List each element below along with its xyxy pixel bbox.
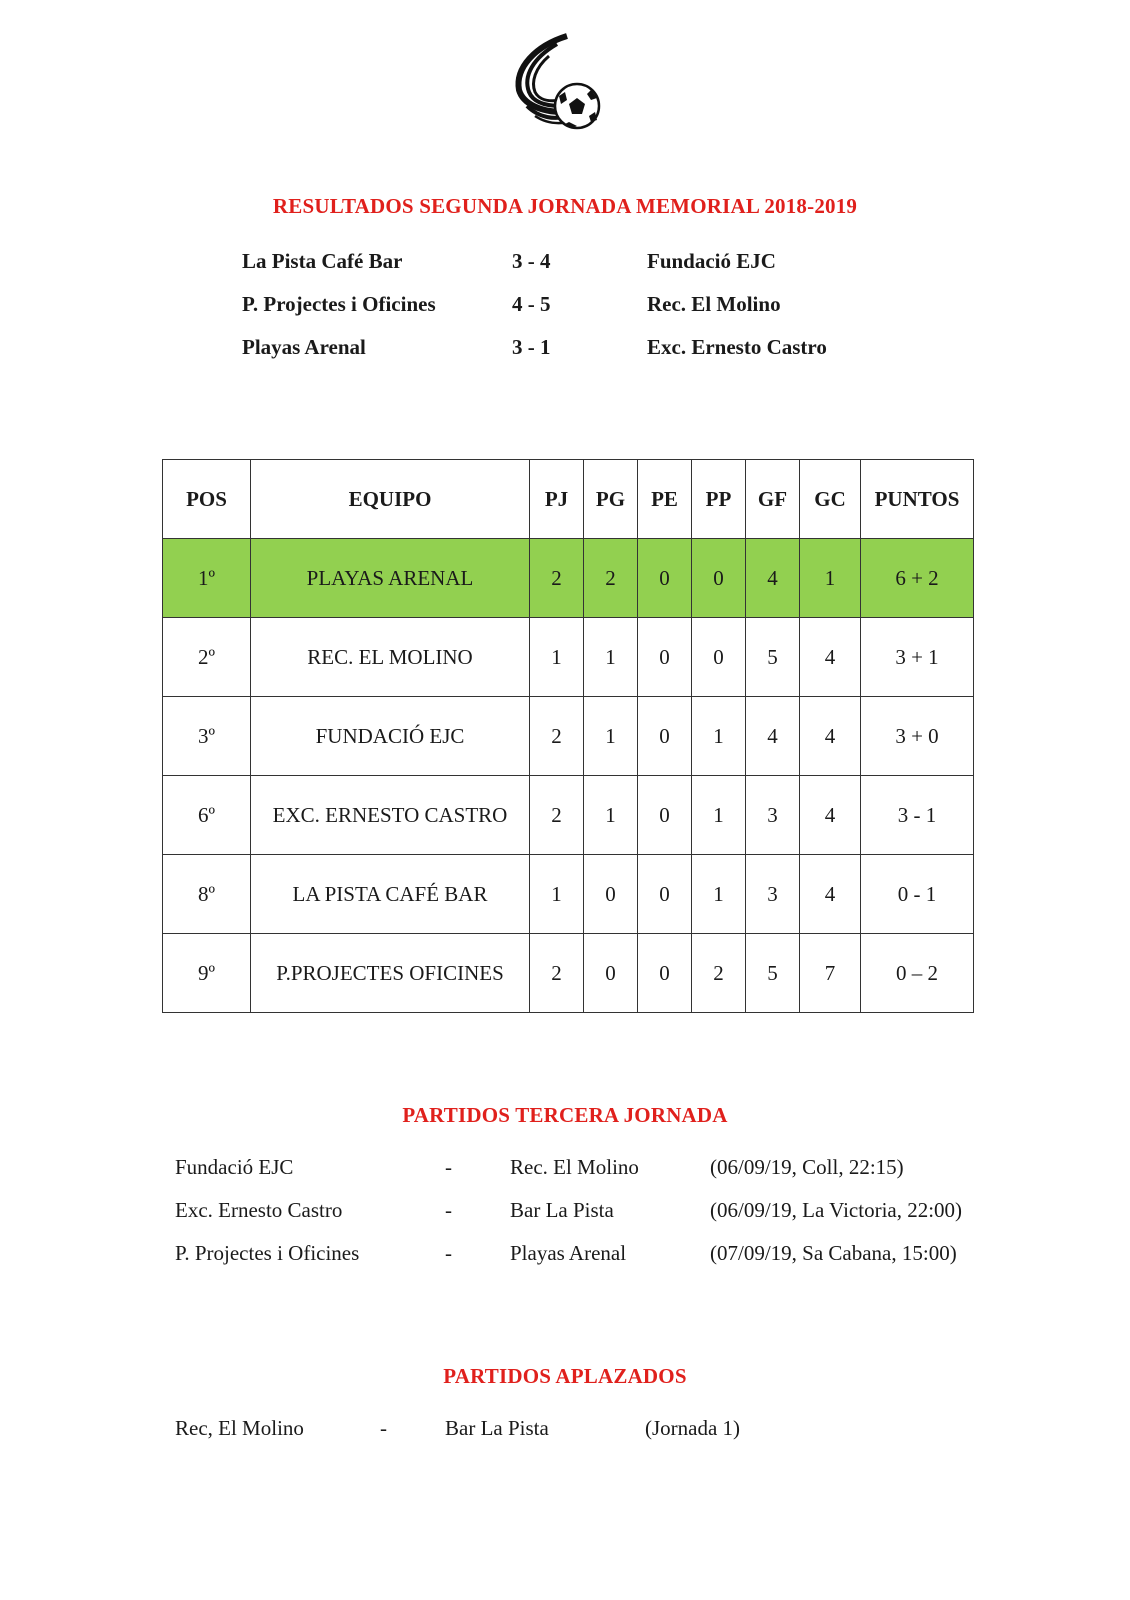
cell-pp: 1 [692,697,746,776]
cell-pe: 0 [638,934,692,1013]
header-gc: GC [800,460,861,539]
cell-pg: 2 [584,539,638,618]
separator: - [380,1416,387,1440]
match-score: 3 - 1 [512,335,551,359]
cell-points: 0 – 2 [861,934,974,1013]
cell-pp: 1 [692,776,746,855]
cell-points: 3 - 1 [861,776,974,855]
cell-team: EXC. ERNESTO CASTRO [251,776,530,855]
away-team: Fundació EJC [647,249,776,273]
table-row [163,934,974,1013]
header-points: PUNTOS [861,460,974,539]
header-pos: POS [163,460,251,539]
table-row [163,855,974,934]
away-team: Bar La Pista [510,1198,614,1222]
cell-pj: 2 [530,539,584,618]
separator: - [445,1241,452,1265]
cell-pos: 2º [163,618,251,697]
cell-gc: 7 [800,934,861,1013]
home-team: Exc. Ernesto Castro [175,1198,343,1222]
cell-team: PLAYAS ARENAL [251,539,530,618]
home-team: Rec, El Molino [175,1416,304,1440]
cell-pp: 1 [692,855,746,934]
result-row [242,240,897,283]
cell-pos: 6º [163,776,251,855]
home-team: La Pista Café Bar [242,249,403,273]
standings-table [162,459,974,1013]
header-pp: PP [692,460,746,539]
away-team: Playas Arenal [510,1241,627,1265]
cell-pp: 2 [692,934,746,1013]
cell-pos: 1º [163,539,251,618]
cell-pe: 0 [638,776,692,855]
cell-team: P.PROJECTES OFICINES [251,934,530,1013]
cell-pe: 0 [638,855,692,934]
cell-gc: 4 [800,697,861,776]
cell-pj: 1 [530,855,584,934]
fixture-row [175,1232,1000,1275]
cell-pg: 0 [584,855,638,934]
fixture-info: (06/09/19, La Victoria, 22:00) [710,1198,963,1222]
result-row [242,283,897,326]
home-team: Fundació EJC [175,1155,294,1179]
header-pj: PJ [530,460,584,539]
cell-pos: 8º [163,855,251,934]
cell-pe: 0 [638,697,692,776]
cell-gc: 4 [800,776,861,855]
cell-pj: 2 [530,934,584,1013]
cell-team: LA PISTA CAFÉ BAR [251,855,530,934]
header-pe: PE [638,460,692,539]
cell-pe: 0 [638,618,692,697]
cell-gf: 3 [746,776,800,855]
cell-points: 6 + 2 [861,539,974,618]
separator: - [445,1155,452,1179]
cell-gf: 4 [746,539,800,618]
cell-gc: 4 [800,618,861,697]
cell-gf: 5 [746,618,800,697]
table-header-row [163,460,974,539]
cell-points: 3 + 0 [861,697,974,776]
fixture-row [175,1189,1000,1232]
cell-pg: 1 [584,618,638,697]
header-gf: GF [746,460,800,539]
away-team: Rec. El Molino [510,1155,639,1179]
cell-pj: 1 [530,618,584,697]
cell-pg: 1 [584,697,638,776]
home-team: P. Projectes i Oficines [175,1241,360,1265]
fixture-info: (06/09/19, Coll, 22:15) [710,1155,904,1179]
header-team: EQUIPO [251,460,530,539]
cell-gf: 3 [746,855,800,934]
postponed-title: PARTIDOS APLAZADOS [443,1364,687,1388]
away-team: Exc. Ernesto Castro [647,335,827,359]
cell-points: 0 - 1 [861,855,974,934]
cell-pg: 1 [584,776,638,855]
home-team: Playas Arenal [242,335,366,359]
cell-pp: 0 [692,618,746,697]
cell-pj: 2 [530,776,584,855]
postponed-list [175,1407,740,1450]
cell-gf: 4 [746,697,800,776]
soccer-ball-swoosh-icon [505,28,615,138]
results-list [242,240,897,369]
result-row [242,326,897,369]
cell-pos: 3º [163,697,251,776]
cell-pos: 9º [163,934,251,1013]
table-row [163,618,974,697]
cell-gc: 1 [800,539,861,618]
cell-pe: 0 [638,539,692,618]
match-score: 3 - 4 [512,249,551,273]
cell-team: REC. EL MOLINO [251,618,530,697]
table-row [163,697,974,776]
fixture-info: (07/09/19, Sa Cabana, 15:00) [710,1241,957,1265]
cell-pp: 0 [692,539,746,618]
cell-pj: 2 [530,697,584,776]
next-round-title: PARTIDOS TERCERA JORNADA [402,1103,728,1127]
fixture-row [175,1407,740,1450]
match-score: 4 - 5 [512,292,551,316]
away-team: Rec. El Molino [647,292,781,316]
away-team: Bar La Pista [445,1416,549,1440]
cell-gc: 4 [800,855,861,934]
cell-points: 3 + 1 [861,618,974,697]
table-row [163,539,974,618]
cell-pg: 0 [584,934,638,1013]
results-title: RESULTADOS SEGUNDA JORNADA MEMORIAL 2018-2019 [272,194,858,218]
fixture-row [175,1146,1000,1189]
next-round-list [175,1146,1000,1275]
cell-team: FUNDACIÓ EJC [251,697,530,776]
home-team: P. Projectes i Oficines [242,292,436,316]
header-pg: PG [584,460,638,539]
cell-gf: 5 [746,934,800,1013]
separator: - [445,1198,452,1222]
table-row [163,776,974,855]
fixture-info: (Jornada 1) [645,1416,741,1440]
